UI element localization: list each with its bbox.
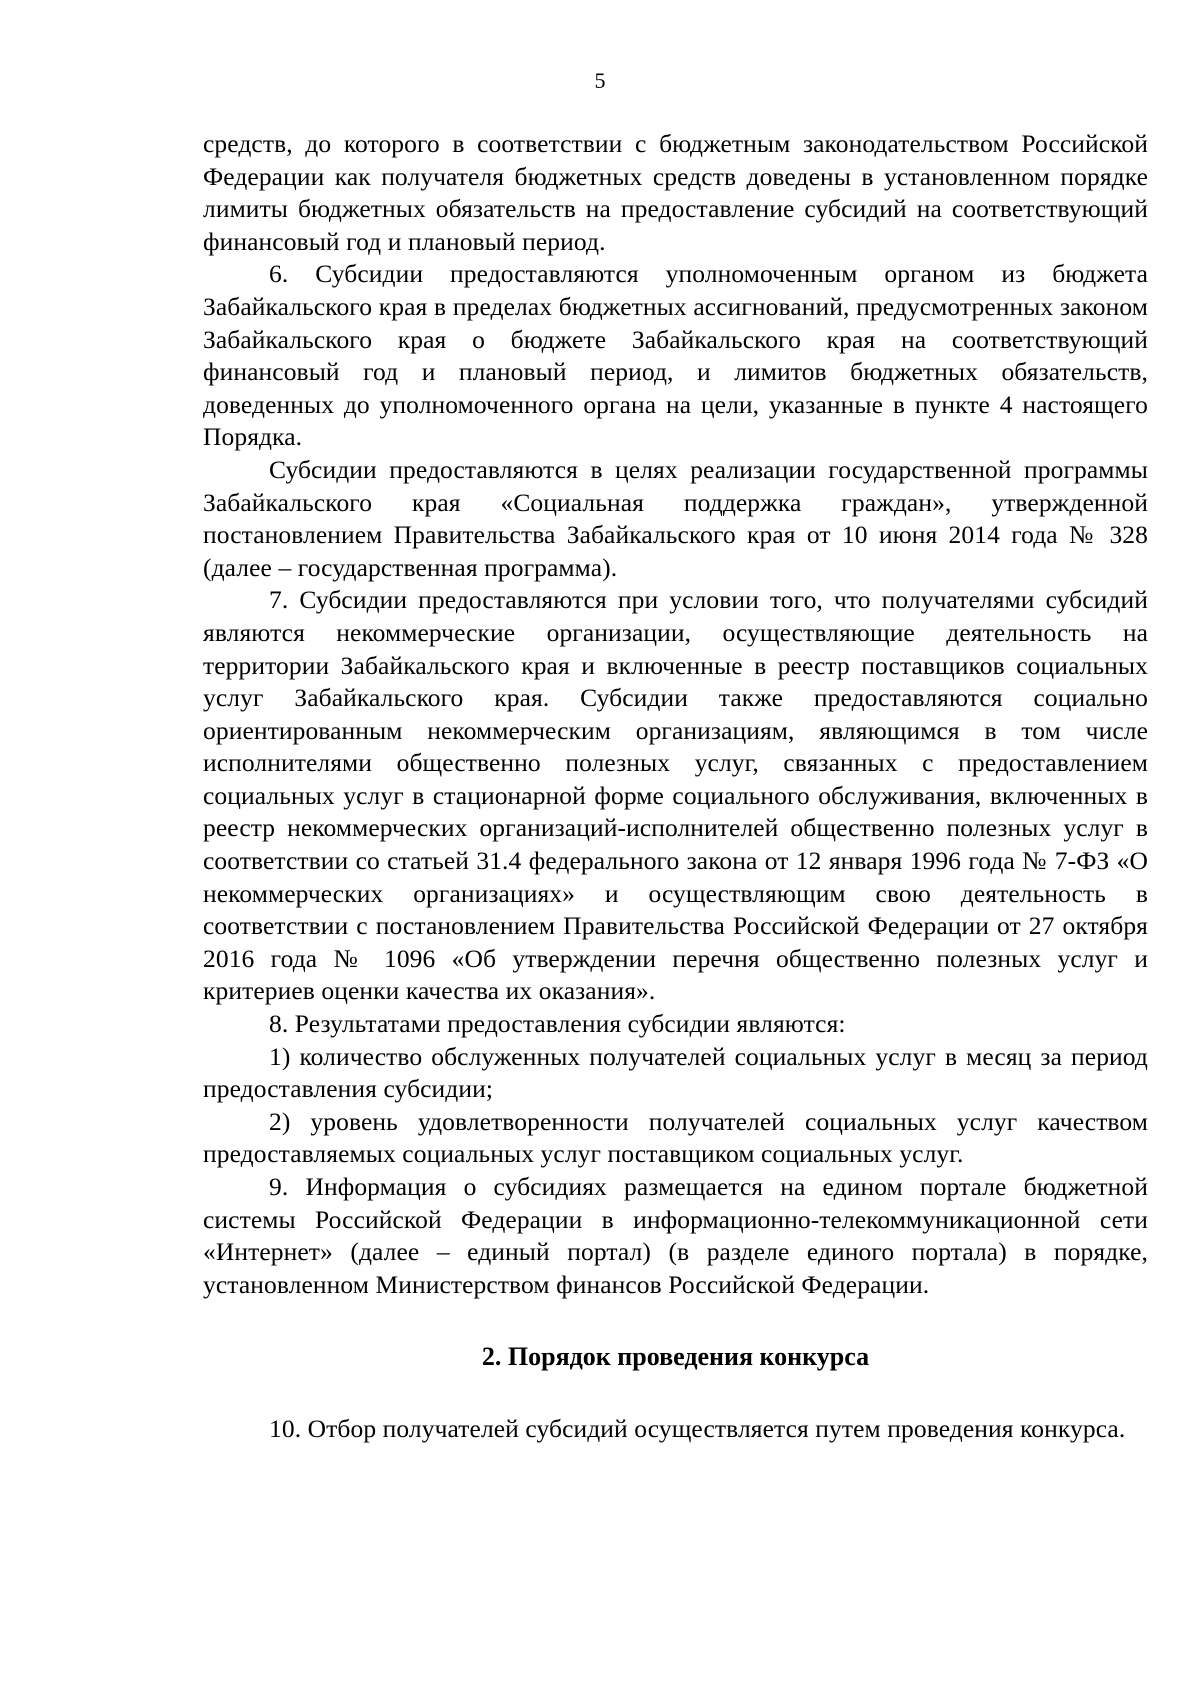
paragraph-item-8-2: 2) уровень удовлетворенности получателей социальных услуг качеством предоставляемых социальных услуг поставщиком социальных услуг. [203, 1106, 1148, 1169]
paragraph-item-6: 6. Субсидии предоставляются уполномоченным органом из бюджета Забайкальского края в пределах бюджетных ассигнований, предусмотренных законом Забайкальского края о бюджете Забайкальского края на соответствующий финансовый год и плановый период, и лимитов бюджетных обязательств, доведенных до уполномоченного органа на цели, указанные в пункте 4 настоящего Порядка. [203, 259, 1148, 452]
paragraph-item-8-1: 1) количество обслуженных получателей социальных услуг в месяц за период предоставления субсидии; [203, 1041, 1148, 1104]
section-heading: 2. Порядок проведения конкурса [481, 1342, 870, 1372]
paragraph-item-8: 8. Результатами предоставления субсидии являются: [269, 1009, 846, 1039]
paragraph-item-10: 10. Отбор получателей субсидий осуществляется путем проведения конкурса. [269, 1414, 1126, 1444]
document-body [203, 128, 1148, 1446]
paragraph-continuation: средств, до которого в соответствии с бюджетным законодательством Российской Федерации как получателя бюджетных средств доведены в установленном порядке лимиты бюджетных обязательств на предоставление субсидий на соответствующий финансовый год и плановый период. [203, 129, 1148, 256]
paragraph-item-7: 7. Субсидии предоставляются при условии того, что получателями субсидий являются некоммерческие организации, осуществляющие деятельность на территории Забайкальского края и включенные в реестр поставщиков социальных услуг Забайкальского края. Субсидии также предоставляются социально ориентированным некоммерческим организациям, являющимся в том числе исполнителями общественно полезных услуг, связанных с предоставлением социальных услуг в стационарной форме социального обслуживания, включенных в реестр некоммерческих организаций-исполнителей общественно полезных услуг в соответствии со статьей 31.4 федерального закона от 12 января 1996 года № 7-ФЗ «О некоммерческих организациях» и осуществляющим свою деятельность в соответствии с постановлением Правительства Российской Федерации от 27 октября 2016 года № 1096 «Об утверждении перечня общественно полезных услуг и критериев оценки качества их оказания». [203, 585, 1148, 1006]
paragraph-item-9: 9. Информация о субсидиях размещается на едином портале бюджетной системы Российской Федерации в информационно-телекоммуникационной сети «Интернет» (далее – единый портал) (в разделе единого портала) в порядке, установленном Министерством финансов Российской Федерации. [203, 1172, 1148, 1299]
page-number: 5 [594, 68, 606, 93]
paragraph-program-purpose: Субсидии предоставляются в целях реализации государственной программы Забайкальского края «Социальная поддержка граждан», утвержденной постановлением Правительства Забайкальского края от 10 июня 2014 года № 328 (далее – государственная программа). [203, 454, 1148, 582]
